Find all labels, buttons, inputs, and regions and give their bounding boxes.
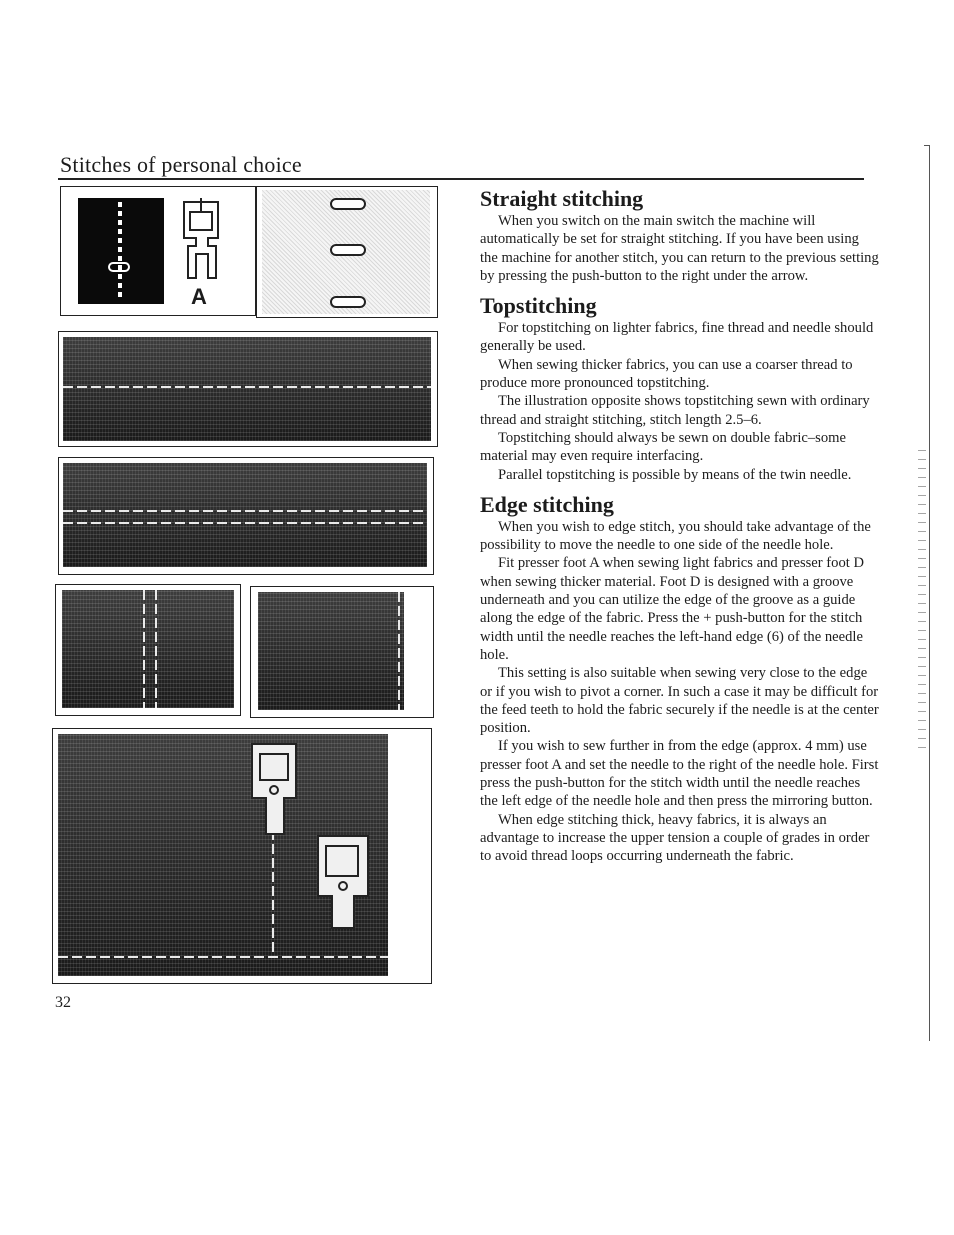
stitch-line [63, 510, 427, 512]
page-edge-rule [929, 146, 930, 1041]
page-edge-rule-top [924, 145, 930, 146]
paragraph: When you switch on the main switch the machine will automatically be set for straight stitching. If you have been using the machine for another stitch, you can return to the previous setting by pressing the push-button to the right under the arrow. [480, 213, 879, 284]
scan-speckle [918, 450, 926, 750]
push-button-icon [330, 244, 366, 256]
section-edge-stitching [480, 492, 880, 866]
paragraph: When edge stitching thick, heavy fabrics, it is always an advantage to increase the upper tension a couple of grades in order to avoid thread loops occurring underneath the fabric. [480, 811, 870, 865]
page-header: Stitches of personal choice [60, 152, 302, 177]
fabric-sample [63, 337, 431, 441]
straight-stitch-symbol-icon [78, 198, 164, 304]
page-number: 32 [55, 994, 71, 1011]
paragraph: Topstitching should always be sewn on double fabric–some material may even require interfacing. [480, 429, 846, 465]
paragraph: When sewing thicker fabrics, you can use a coarser thread to produce more pronounced topstitching. [480, 356, 853, 392]
paragraph: Fit presser foot A when sewing light fabrics and presser foot D when sewing thicker material. Foot D is designed with a groove underneath and you can utilize the edge of the groove as a guide along the edge of the fabric. Press the + push-button for the stitch width until the needle reaches the left-hand edge (6) of the needle hole. [480, 555, 864, 663]
paragraph: This setting is also suitable when sewing very close to the edge or if you wish to pivot a corner. In such a case it may be difficult for the feed teeth to hold the fabric securely if the needle is at the center position. [480, 665, 879, 737]
stitch-line [155, 590, 157, 708]
text-column [480, 186, 880, 874]
push-button-icon [330, 296, 366, 308]
paragraph: If you wish to sew further in from the edge (approx. 4 mm) use presser foot A and set the needle to the right of the needle hole. First press the push-button for the stitch width until the needle reaches the left edge of the needle hole and then press the mirroring button. [480, 738, 879, 810]
stitch-line [63, 522, 427, 524]
presser-foot-a-icon [178, 198, 226, 284]
push-button-icon [330, 198, 366, 210]
section-title: Topstitching [480, 293, 597, 319]
header-rule [58, 178, 864, 180]
section-straight-stitching [480, 186, 880, 285]
fabric-sample [62, 590, 234, 708]
section-title: Straight stitching [480, 186, 644, 211]
paragraph: Parallel topstitching is possible by means of the twin needle. [498, 466, 852, 483]
foot-letter-label: A [191, 284, 207, 309]
presser-foot-icon [312, 828, 374, 932]
presser-foot-icon [244, 738, 306, 838]
section-topstitching [480, 293, 880, 484]
paragraph: The illustration opposite shows topstitching sewn with ordinary thread and straight stitching, stitch length 2.5–6. [480, 393, 870, 428]
stitch-line [63, 386, 431, 388]
stitch-line [398, 592, 400, 710]
fabric-sample [258, 592, 404, 710]
paragraph: For topstitching on lighter fabrics, fine thread and needle should generally be used. [480, 320, 874, 355]
section-title: Edge stitching [480, 491, 614, 517]
paragraph: When you wish to edge stitch, you should take advantage of the possibility to move the needle to one side of the needle hole. [480, 518, 871, 554]
stitch-line [143, 590, 145, 708]
fabric-sample [63, 463, 427, 567]
stitch-line [58, 956, 388, 958]
